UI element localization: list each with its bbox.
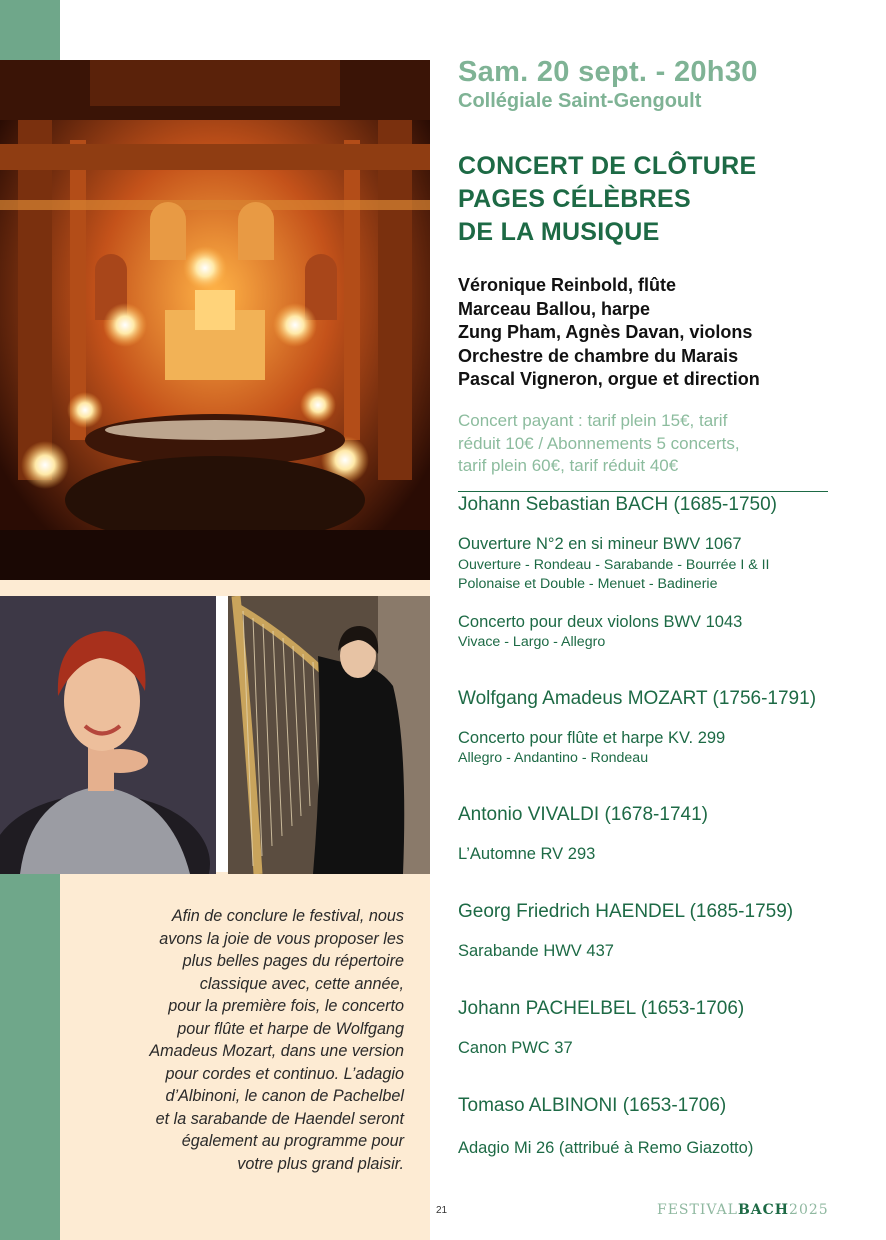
- performer: Pascal Vigneron, orgue et direction: [458, 369, 760, 389]
- work-title: Adagio Mi 26 (attribué à Remo Giazotto): [458, 1139, 754, 1157]
- intro-quote: [86, 905, 404, 1175]
- movements: Allegro - Andantino - Rondeau: [458, 750, 649, 766]
- movements: Polonaise et Double - Menuet - Badinerie: [458, 576, 718, 592]
- title-line: PAGES CÉLÈBRES: [458, 185, 691, 213]
- composer-haendel: Georg Friedrich HAENDEL (1685-1759): [458, 901, 794, 922]
- price-line: tarif plein 60€, tarif réduit 40€: [458, 456, 679, 475]
- ticket-prices: [458, 410, 838, 478]
- event-venue: Collégiale Saint-Gengoult: [458, 90, 702, 112]
- quote-line: avons la joie de vous proposer les: [159, 929, 404, 948]
- concert-title: [458, 150, 756, 249]
- performer: Marceau Ballou, harpe: [458, 298, 651, 319]
- quote-line: votre plus grand plaisir.: [237, 1154, 404, 1173]
- flutist-portrait-photo: [0, 596, 216, 874]
- work-title: Concerto pour flûte et harpe KV. 299: [458, 729, 726, 747]
- harpist-photo: [228, 596, 430, 874]
- decorative-cream-strip: [0, 580, 430, 596]
- quote-line: pour la première fois, le concerto: [168, 997, 404, 1015]
- performer: Zung Pham, Agnès Davan, violons: [458, 322, 753, 342]
- quote-line: également au programme pour: [181, 1132, 404, 1150]
- decorative-green-block-bottom: [0, 872, 60, 1240]
- price-line: réduit 10€ / Abonnements 5 concerts,: [458, 433, 740, 453]
- composer-vivaldi: Antonio VIVALDI (1678-1741): [458, 804, 708, 825]
- title-line: CONCERT DE CLÔTURE: [458, 152, 757, 180]
- quote-line: pour flûte et harpe de Wolfgang: [177, 1019, 404, 1038]
- festival-logo: [657, 1202, 829, 1218]
- title-line: DE LA MUSIQUE: [458, 218, 660, 246]
- section-divider: [458, 491, 828, 492]
- logo-part: BACH: [737, 1202, 790, 1218]
- logo-part: FESTIVAL: [657, 1202, 738, 1218]
- price-line: Concert payant : tarif plein 15€, tarif: [458, 411, 728, 430]
- page-number: 21: [436, 1205, 448, 1216]
- quote-line: classique avec, cette année,: [199, 974, 404, 993]
- performer: Véronique Reinbold, flûte: [458, 275, 677, 295]
- movements: Vivace - Largo - Allegro: [458, 634, 606, 650]
- logo-part: 2025: [789, 1202, 829, 1218]
- composer-bach: Johann Sebastian BACH (1685-1750): [458, 494, 777, 515]
- composer-pachelbel: Johann PACHELBEL (1653-1706): [458, 998, 745, 1019]
- work-title: Canon PWC 37: [458, 1039, 573, 1057]
- composer-mozart: Wolfgang Amadeus MOZART (1756-1791): [458, 688, 817, 709]
- work-title: Concerto pour deux violons BWV 1043: [458, 613, 743, 631]
- church-concert-photo: [0, 60, 430, 580]
- performers-list: [458, 274, 760, 392]
- performer: Orchestre de chambre du Marais: [458, 345, 739, 366]
- composer-albinoni: Tomaso ALBINONI (1653-1706): [458, 1095, 727, 1116]
- quote-line: d’Albinoni, le canon de Pachelbel: [165, 1087, 404, 1105]
- movements: Ouverture - Rondeau - Sarabande - Bourrée I & II: [458, 557, 770, 573]
- quote-line: plus belles pages du répertoire: [182, 952, 404, 970]
- work-title: Sarabande HWV 437: [458, 942, 614, 960]
- quote-line: et la sarabande de Haendel seront: [155, 1109, 404, 1128]
- quote-line: Afin de conclure le festival, nous: [171, 907, 404, 925]
- quote-line: Amadeus Mozart, dans une version: [149, 1042, 404, 1060]
- decorative-green-block-top: [0, 0, 60, 62]
- event-date: Sam. 20 sept. - 20h30: [458, 56, 758, 88]
- work-title: Ouverture N°2 en si mineur BWV 1067: [458, 535, 742, 553]
- work-title: L’Automne RV 293: [458, 845, 596, 863]
- quote-line: pour cordes et continuo. L’adagio: [165, 1064, 404, 1083]
